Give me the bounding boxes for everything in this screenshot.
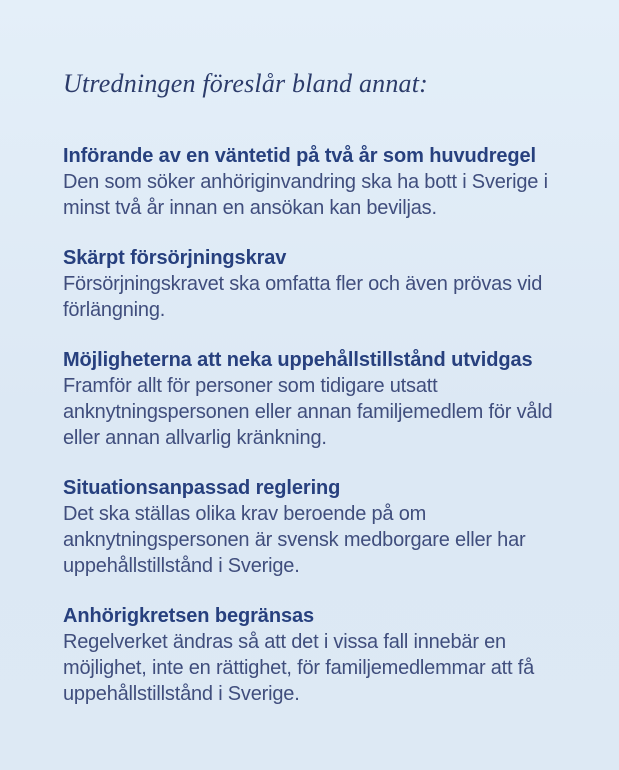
card-title: Utredningen föreslår bland annat: (63, 69, 429, 98)
section-body: Det ska ställas olika krav beroende på om anknytningspersonen är svensk medborgare eller har uppehållstillstånd i Sverige. (63, 503, 526, 578)
section-body: Den som söker anhöriginvandring ska ha bott i Sverige i minst två år innan en ansökan kan beviljas. (63, 171, 548, 220)
section-heading: Skärpt försörjningskrav (63, 247, 287, 270)
section-body: Försörjningskravet ska omfatta fler och även prövas vid förlängning. (63, 273, 543, 322)
section-support-requirement (63, 245, 563, 323)
section-body: Regelverket ändras så att det i vissa fall innebär en möjlighet, inte en rättighet, för familjemedlemmar att få uppehållstillstånd i Sverige. (63, 631, 535, 706)
section-body: Framför allt för personer som tidigare utsatt anknytningspersonen eller annan familjemedlem för våld eller annan allvarlig kränkning. (63, 375, 553, 450)
section-heading: Situationsanpassad reglering (63, 477, 341, 500)
section-heading: Möjligheterna att neka uppehållstillstånd utvidgas (63, 349, 533, 372)
section-situational-regulation (63, 475, 563, 579)
section-family-circle (63, 603, 563, 707)
section-waiting-period (63, 143, 563, 221)
section-deny-permit (63, 347, 563, 451)
section-heading: Anhörigkretsen begränsas (63, 605, 315, 628)
section-heading: Införande av en väntetid på två år som huvudregel (63, 145, 537, 168)
